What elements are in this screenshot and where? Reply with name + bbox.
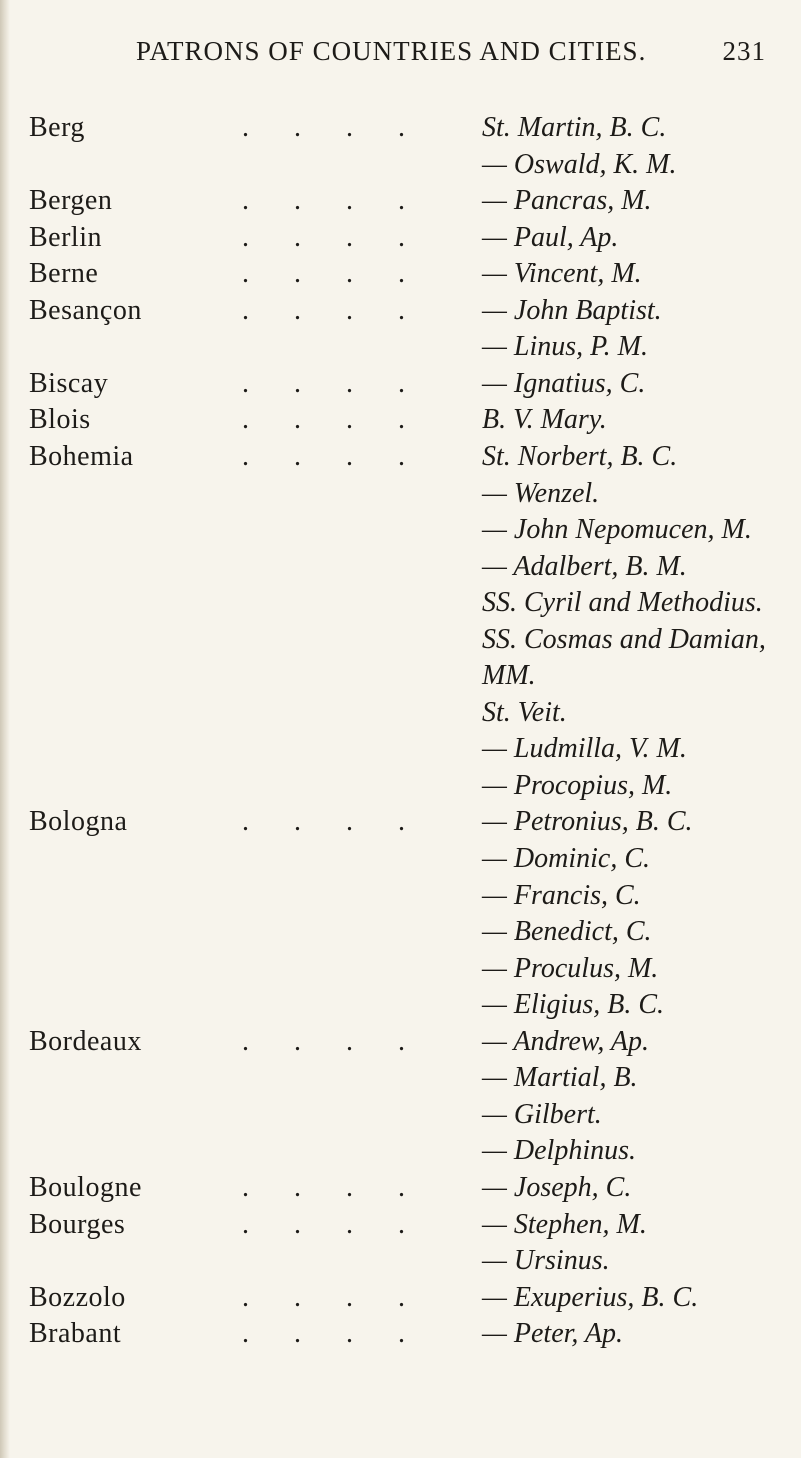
list-item: [0, 1206, 801, 1244]
list-item: [0, 803, 801, 841]
patron-saint: — Benedict, C.: [482, 916, 652, 947]
patron-saint: St. Norbert, B. C.: [482, 441, 678, 472]
place-name: Berne: [29, 258, 99, 289]
list-item: [0, 475, 801, 513]
place-name: Berlin: [29, 222, 102, 253]
patron-saint: — Vincent, M.: [482, 258, 642, 289]
patron-saint: — Exuperius, B. C.: [482, 1282, 699, 1313]
place-name: Bourges: [29, 1209, 126, 1240]
patron-saint: St. Veit.: [482, 697, 567, 728]
list-item: [0, 584, 801, 622]
place-name: Bergen: [29, 185, 113, 216]
list-item: [0, 1279, 801, 1317]
patron-saint: — Joseph, C.: [482, 1172, 632, 1203]
list-item: [0, 657, 801, 695]
dot-leader: . . . .: [242, 1172, 424, 1203]
list-item: [0, 1096, 801, 1134]
patron-saint: — Adalbert, B. M.: [482, 551, 687, 582]
list-item: [0, 730, 801, 768]
patron-saint: — Dominic, C.: [482, 843, 650, 874]
patron-saint: — John Nepomucen, M.: [482, 514, 752, 545]
list-item: [0, 913, 801, 951]
list-item: [0, 1242, 801, 1280]
list-item: [0, 694, 801, 732]
patron-saint: — Wenzel.: [482, 478, 600, 509]
patron-saint: — Francis, C.: [482, 880, 641, 911]
patron-saint: — Eligius, B. C.: [482, 989, 665, 1020]
patron-saint: — Martial, B.: [482, 1062, 638, 1093]
patron-saint: SS. Cyril and Methodius.: [482, 587, 763, 618]
place-name: Berg: [29, 112, 85, 143]
patron-saint: — Andrew, Ap.: [482, 1026, 649, 1057]
dot-leader: . . . .: [242, 1026, 424, 1057]
list-item: [0, 219, 801, 257]
dot-leader: . . . .: [242, 185, 424, 216]
list-item: [0, 182, 801, 220]
place-name: Brabant: [29, 1318, 122, 1349]
patron-saint: — Ludmilla, V. M.: [482, 733, 687, 764]
patron-saint: — Pancras, M.: [482, 185, 652, 216]
list-item: [0, 548, 801, 586]
patron-saint: — Paul, Ap.: [482, 222, 619, 253]
dot-leader: . . . .: [242, 258, 424, 289]
list-item: [0, 109, 801, 147]
list-item: [0, 950, 801, 988]
patron-saint: — John Baptist.: [482, 295, 662, 326]
patron-saint: — Ursinus.: [482, 1245, 610, 1276]
patron-saint: — Gilbert.: [482, 1099, 602, 1130]
patron-saint: — Petronius, B. C.: [482, 806, 693, 837]
patron-saint: — Linus, P. M.: [482, 331, 648, 362]
list-item: [0, 255, 801, 293]
dot-leader: . . . .: [242, 1209, 424, 1240]
list-item: [0, 1169, 801, 1207]
list-item: [0, 1132, 801, 1170]
place-name: Besançon: [29, 295, 142, 326]
patron-saint: B. V. Mary.: [482, 404, 607, 435]
patron-saint: — Ignatius, C.: [482, 368, 646, 399]
dot-leader: . . . .: [242, 222, 424, 253]
dot-leader: . . . .: [242, 1282, 424, 1313]
patron-saint: — Oswald, K. M.: [482, 149, 677, 180]
running-head: PATRONS OF COUNTRIES AND CITIES.: [136, 36, 647, 66]
place-name: Boulogne: [29, 1172, 142, 1203]
dot-leader: . . . .: [242, 1318, 424, 1349]
list-item: [0, 511, 801, 549]
patron-saint: SS. Cosmas and Damian,: [482, 624, 766, 655]
list-item: [0, 146, 801, 184]
dot-leader: . . . .: [242, 404, 424, 435]
place-name: Bordeaux: [29, 1026, 142, 1057]
place-name: Bozzolo: [29, 1282, 126, 1313]
patron-saint: — Stephen, M.: [482, 1209, 647, 1240]
list-item: [0, 1315, 801, 1353]
place-name: Bohemia: [29, 441, 134, 472]
list-item: [0, 292, 801, 330]
patron-saint: — Procopius, M.: [482, 770, 673, 801]
dot-leader: . . . .: [242, 112, 424, 143]
list-item: [0, 438, 801, 476]
list-item: [0, 365, 801, 403]
list-item: [0, 1059, 801, 1097]
dot-leader: . . . .: [242, 806, 424, 837]
patron-saint: — Proculus, M.: [482, 953, 659, 984]
list-item: [0, 621, 801, 659]
dot-leader: . . . .: [242, 295, 424, 326]
place-name: Bologna: [29, 806, 128, 837]
list-item: [0, 877, 801, 915]
dot-leader: . . . .: [242, 441, 424, 472]
dot-leader: . . . .: [242, 368, 424, 399]
list-item: [0, 840, 801, 878]
list-item: [0, 401, 801, 439]
place-name: Blois: [29, 404, 91, 435]
list-item: [0, 1023, 801, 1061]
patron-saint: MM.: [482, 660, 536, 691]
list-item: [0, 986, 801, 1024]
place-name: Biscay: [29, 368, 109, 399]
page-number: 231: [722, 36, 766, 66]
list-item: [0, 767, 801, 805]
patron-saint: — Peter, Ap.: [482, 1318, 624, 1349]
patron-saint: — Delphinus.: [482, 1135, 636, 1166]
patron-saint: St. Martin, B. C.: [482, 112, 667, 143]
list-item: [0, 328, 801, 366]
